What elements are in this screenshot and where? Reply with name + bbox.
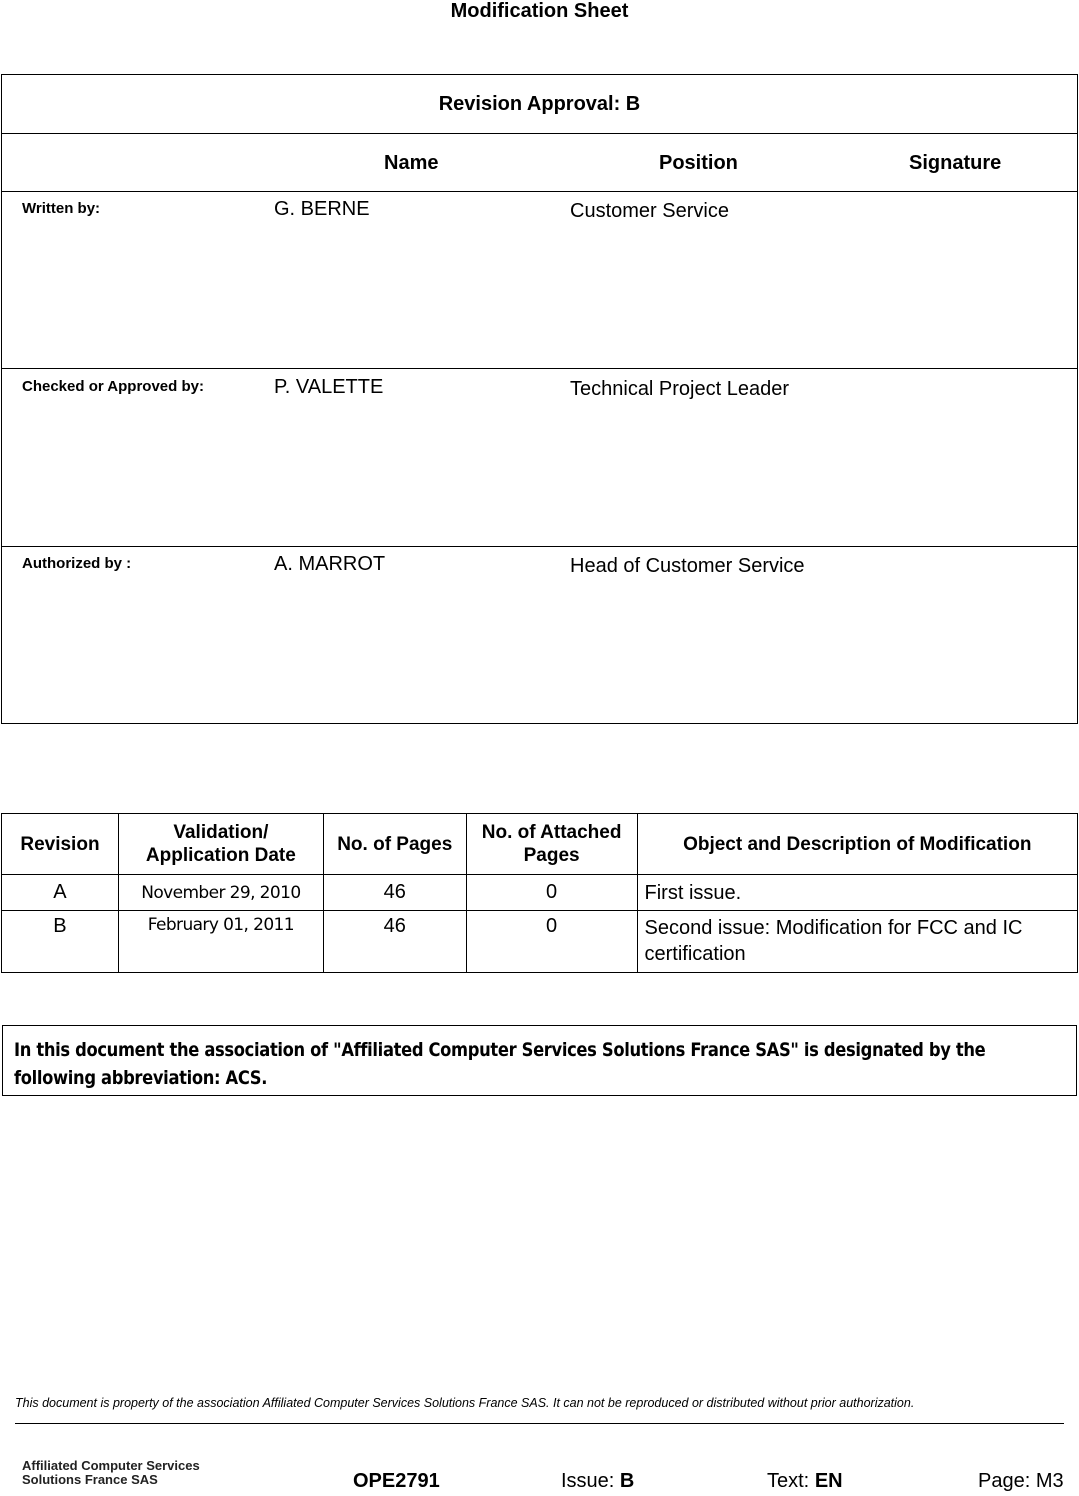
approval-row-checked bbox=[2, 370, 1077, 547]
approval-heading: Revision Approval: B bbox=[2, 75, 1077, 134]
description-cell: First issue. bbox=[637, 875, 1077, 911]
description-cell: Second issue: Modification for FCC and IC certification bbox=[637, 911, 1077, 973]
abbreviation-note bbox=[2, 1025, 1077, 1096]
text-field bbox=[767, 1470, 843, 1493]
column-signature: Signature bbox=[909, 152, 1002, 174]
approval-row-authorized bbox=[2, 547, 1077, 724]
table-row bbox=[2, 911, 1078, 973]
page-field bbox=[978, 1470, 1064, 1493]
revision-table bbox=[1, 813, 1078, 973]
company-logo bbox=[22, 1459, 200, 1487]
role-label: Authorized by : bbox=[22, 555, 132, 572]
page-value: M3 bbox=[1035, 1470, 1064, 1492]
abbreviation-note-text: In this document the association of "Affiliated Computer Services Solutions France SAS" is designated by the following abbreviation: ACS. bbox=[14, 1039, 986, 1089]
text-label: Text: bbox=[767, 1470, 810, 1492]
revision-header-row bbox=[2, 814, 1078, 875]
approver-name: G. BERNE bbox=[274, 198, 370, 220]
column-name: Name bbox=[384, 152, 439, 174]
header-revision: Revision bbox=[2, 814, 119, 875]
pages-cell: 46 bbox=[323, 875, 466, 911]
approver-position: Head of Customer Service bbox=[570, 555, 805, 577]
issue-label: Issue: bbox=[561, 1470, 615, 1492]
issue-field bbox=[561, 1470, 634, 1493]
date-cell: November 29, 2010 bbox=[118, 875, 323, 911]
company-line-1: Affiliated Computer Services bbox=[22, 1458, 200, 1473]
role-label: Written by: bbox=[22, 200, 101, 217]
pages-cell: 46 bbox=[323, 911, 466, 973]
company-line-2: Solutions France SAS bbox=[22, 1472, 158, 1487]
header-description: Object and Description of Modification bbox=[637, 814, 1077, 875]
header-date: Validation/ Application Date bbox=[118, 814, 323, 875]
issue-value: B bbox=[619, 1470, 635, 1492]
approval-row-written bbox=[2, 192, 1077, 369]
approver-name: A. MARROT bbox=[274, 553, 386, 575]
page-label: Page: bbox=[978, 1470, 1031, 1492]
approver-name: P. VALETTE bbox=[274, 376, 384, 398]
table-row bbox=[2, 875, 1078, 911]
revision-cell: B bbox=[2, 911, 119, 973]
approval-table bbox=[1, 74, 1078, 724]
document-id: OPE2791 bbox=[353, 1470, 440, 1492]
column-position: Position bbox=[659, 152, 738, 174]
footer-disclaimer: This document is property of the association Affiliated Computer Services Solutions France SAS. It can not be reproduced or distributed without prior authorization. bbox=[15, 1396, 915, 1410]
role-label: Checked or Approved by: bbox=[22, 378, 204, 395]
approval-column-headers bbox=[2, 134, 1077, 192]
approver-position: Customer Service bbox=[570, 200, 729, 222]
header-pages: No. of Pages bbox=[323, 814, 466, 875]
revision-cell: A bbox=[2, 875, 119, 911]
footer-divider bbox=[15, 1423, 1064, 1424]
header-attached: No. of Attached Pages bbox=[466, 814, 637, 875]
date-cell: February 01, 2011 bbox=[118, 911, 323, 973]
text-value: EN bbox=[814, 1470, 843, 1492]
approver-position: Technical Project Leader bbox=[570, 378, 790, 400]
attached-cell: 0 bbox=[466, 875, 637, 911]
page-title: Modification Sheet bbox=[450, 0, 629, 22]
attached-cell: 0 bbox=[466, 911, 637, 973]
